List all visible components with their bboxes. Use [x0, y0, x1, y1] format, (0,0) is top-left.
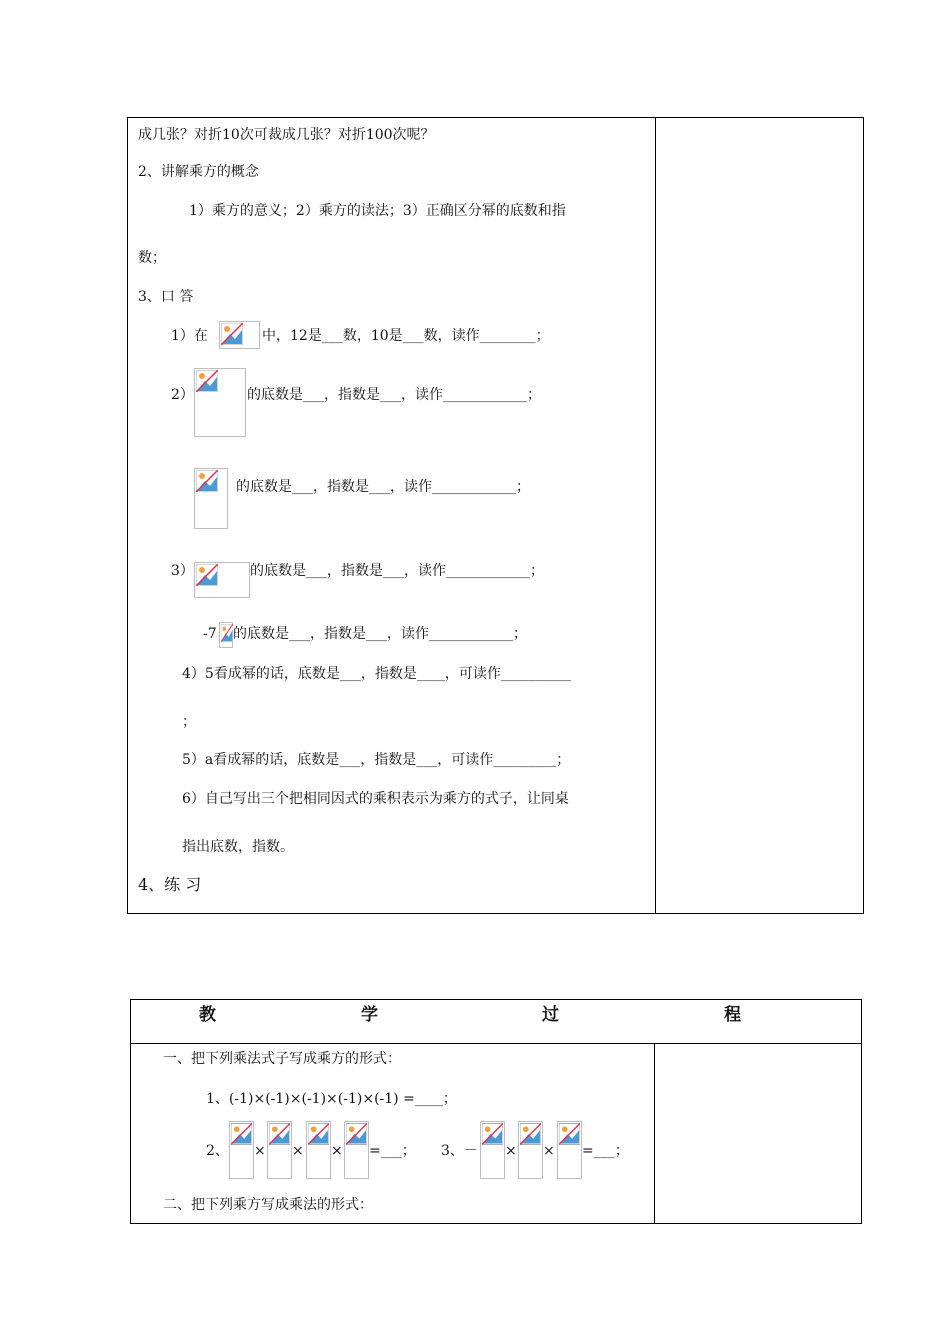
- concept-points-cont: 数；: [138, 250, 166, 266]
- formula-image-icon: [219, 321, 260, 349]
- table-2-header-divider: [130, 1043, 862, 1044]
- formula-image-icon: [194, 468, 228, 529]
- q3-prefix: 3）: [171, 563, 194, 579]
- header-cell-jiao: 教: [199, 1005, 216, 1025]
- q3b-prefix: -7: [203, 626, 217, 642]
- q6-text-cont: 指出底数，指数。: [182, 839, 294, 855]
- q1-text: 中，12是___数，10是___数，读作________；: [262, 328, 550, 344]
- table-2-column-divider: [654, 1043, 655, 1224]
- header-cell-cheng: 程: [724, 1005, 741, 1025]
- exercise-equation-3-label: 3、－: [441, 1143, 478, 1159]
- exercise-one-title: 一、把下列乘法式子写成乘方的形式：: [163, 1051, 401, 1067]
- fraction-image-icon: [306, 1121, 331, 1179]
- exercise-equation-1: 1、(-1)×(-1)×(-1)×(-1)×(-1) =____；: [206, 1091, 457, 1107]
- fraction-image-icon: [267, 1121, 292, 1179]
- q2b-text: 的底数是___，指数是___，读作____________；: [236, 479, 530, 495]
- times-sign: ×: [292, 1143, 304, 1159]
- q2-text: 的底数是___，指数是___，读作____________；: [247, 387, 541, 403]
- section-concept: 2、讲解乘方的概念: [138, 164, 259, 180]
- concept-points: 1）乘方的意义；2）乘方的读法；3）正确区分幂的底数和指: [189, 203, 566, 219]
- q3b-text: 的底数是___，指数是___，读作____________；: [233, 626, 527, 642]
- exercise-equation-2-end: =___；: [369, 1143, 416, 1159]
- fraction-image-icon: [518, 1121, 543, 1179]
- text-line-fold: 成几张？对折10次可裁成几张？对折100次呢？: [138, 127, 435, 143]
- table-1-column-divider: [655, 117, 656, 914]
- times-sign: ×: [543, 1143, 555, 1159]
- fraction-image-icon: [344, 1121, 369, 1179]
- fraction-image-icon: [480, 1121, 505, 1179]
- header-cell-xue: 学: [361, 1005, 378, 1025]
- formula-image-icon: [194, 562, 250, 598]
- exercise-two-title: 二、把下列乘方写成乘法的形式：: [163, 1197, 373, 1213]
- exercise-equation-2-label: 2、: [206, 1143, 229, 1159]
- fraction-image-icon: [557, 1121, 582, 1179]
- times-sign: ×: [331, 1143, 343, 1159]
- q4-text-cont: ；: [182, 714, 196, 730]
- exercise-equation-3-end: =___；: [582, 1143, 629, 1159]
- q3-text: 的底数是___，指数是___，读作____________；: [250, 563, 544, 579]
- q6-text: 6）自己写出三个把相同因式的乘积表示为乘方的式子，让同桌: [182, 791, 569, 807]
- formula-image-icon: [219, 622, 233, 648]
- section-practice: 4、练 习: [138, 875, 202, 894]
- section-oral: 3、口 答: [138, 289, 194, 305]
- q5-text: 5）a看成幂的话，底数是___，指数是___，可读作_________；: [182, 752, 571, 768]
- q4-text: 4）5看成幂的话，底数是___，指数是____，可读作__________: [182, 666, 571, 682]
- fraction-image-icon: [229, 1121, 254, 1179]
- times-sign: ×: [505, 1143, 517, 1159]
- q1-prefix: 1）在: [171, 328, 208, 344]
- formula-image-icon: [194, 368, 246, 437]
- q2-prefix: 2）: [171, 387, 194, 403]
- lesson-table-2: [130, 999, 862, 1224]
- header-cell-guo: 过: [542, 1005, 559, 1025]
- times-sign: ×: [254, 1143, 266, 1159]
